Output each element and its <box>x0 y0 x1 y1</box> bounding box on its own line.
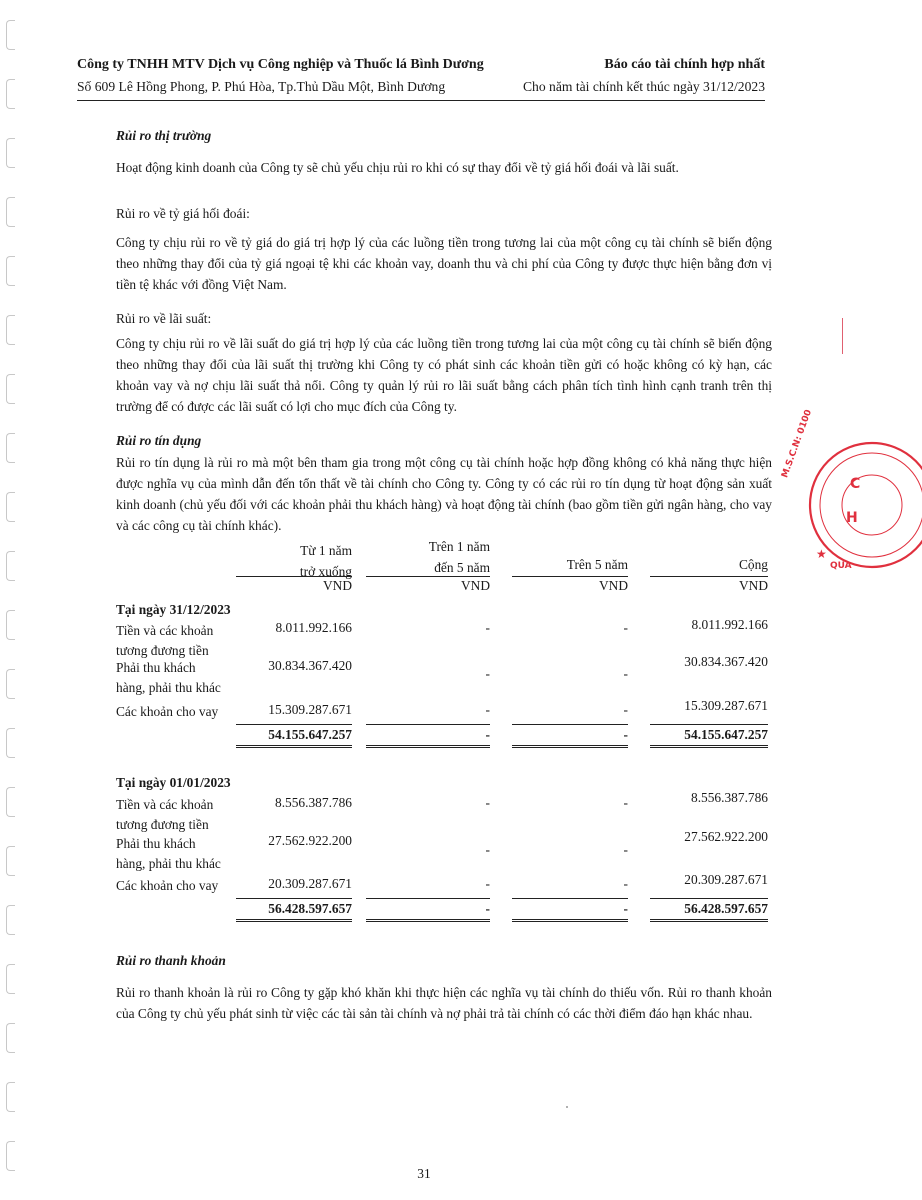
credit-risk-table <box>116 540 772 930</box>
binding-hole <box>6 905 15 935</box>
company-address: Số 609 Lê Hồng Phong, P. Phú Hòa, Tp.Thủ Dầu Một, Bình Dương <box>77 79 446 94</box>
unit-1: VND <box>322 578 352 593</box>
total-double-rule <box>650 745 768 748</box>
row-label-line1: Phải thu khách <box>116 660 196 675</box>
table-cell: 15.309.287.671 <box>684 698 768 713</box>
total-cell: - <box>623 727 628 742</box>
header-rule-2 <box>366 576 490 577</box>
subtotal-rule <box>366 898 490 899</box>
binding-hole <box>6 138 15 168</box>
subtotal-rule <box>512 898 628 899</box>
total-cell: - <box>485 901 490 916</box>
row-label-line1: Phải thu khách <box>116 836 196 851</box>
row-label-line1: Tiền và các khoản <box>116 797 214 812</box>
table-cell: 8.011.992.166 <box>691 617 768 632</box>
total-cell: 56.428.597.657 <box>684 901 768 916</box>
svg-text:C: C <box>850 476 861 492</box>
binding-hole <box>6 846 15 876</box>
header-rule-4 <box>650 576 768 577</box>
fx-risk-heading: Rủi ro về tỷ giá hối đoái: <box>116 206 250 221</box>
scan-speck <box>566 1106 568 1108</box>
total-cell: 54.155.647.257 <box>268 727 352 742</box>
table-cell: 8.556.387.786 <box>275 795 352 810</box>
binding-hole <box>6 1023 15 1053</box>
table-cell: 20.309.287.671 <box>268 876 352 891</box>
table-cell: - <box>623 795 628 810</box>
binding-hole <box>6 197 15 227</box>
svg-text:QUA: QUA <box>830 561 852 571</box>
table-cell: - <box>485 842 490 857</box>
table-cell: 15.309.287.671 <box>268 702 352 717</box>
col-header-3-label: Trên 5 năm <box>566 557 628 572</box>
unit-2: VND <box>460 578 490 593</box>
binding-hole <box>6 492 15 522</box>
header-rule-1 <box>236 576 352 577</box>
binding-hole <box>6 787 15 817</box>
svg-text:H: H <box>846 510 858 526</box>
liquidity-risk-heading: Rủi ro thanh khoản <box>116 953 226 968</box>
row-label-line1: Các khoản cho vay <box>116 704 219 719</box>
binding-hole <box>6 315 15 345</box>
row-label-line2: tương đương tiền <box>116 817 209 832</box>
table-cell: 8.556.387.786 <box>691 790 768 805</box>
binding-hole <box>6 433 15 463</box>
market-risk-intro: Hoạt động kinh doanh của Công ty sẽ chủ yếu chịu rủi ro khi có sự thay đổi về tỷ giá hối đoái và lãi suất. <box>116 160 679 175</box>
report-title: Báo cáo tài chính hợp nhất <box>604 57 765 72</box>
col-header-1-line2: trở xuống <box>299 564 352 579</box>
table-cell: 27.562.922.200 <box>684 829 768 844</box>
credit-risk-text: Rủi ro tín dụng là rủi ro mà một bên tham gia trong một công cụ tài chính hoặc hợp đồng không có khả năng thực hiện được nghĩa vụ của mình dẫn đến tổn thất về tài chính cho Công ty. Công ty có các rủi ro tín dụng từ hoạt động sản xuất kinh doanh (chủ yếu đối với các khoản phải thu khách hàng) và hoạt động tài chính (bao gồm tiền gửi ngân hàng, cho vay và các công cụ tài chính khác). <box>116 455 772 533</box>
col-header-2-line1: Trên 1 năm <box>428 539 490 554</box>
table-cell: - <box>623 666 628 681</box>
period-label-2023-01-01: Tại ngày 01/01/2023 <box>116 775 231 790</box>
svg-text:★: ★ <box>816 547 827 561</box>
col-header-2 <box>366 536 490 578</box>
table-cell: 30.834.367.420 <box>684 654 768 669</box>
row-label-line2: tương đương tiền <box>116 643 209 658</box>
table-row-label <box>116 795 213 835</box>
col-header-2-line2: đến 5 năm <box>434 560 490 575</box>
table-row-label <box>116 621 213 661</box>
col-header-4 <box>650 554 768 575</box>
binding-hole <box>6 964 15 994</box>
total-cell: - <box>485 727 490 742</box>
ir-risk-heading: Rủi ro về lãi suất: <box>116 311 212 326</box>
market-risk-heading: Rủi ro thị trường <box>116 128 212 143</box>
liquidity-risk-text: Rủi ro thanh khoản là rủi ro Công ty gặp khó khăn khi thực hiện các nghĩa vụ tài chính do thiếu vốn. Rủi ro thanh khoản của Công ty chủ yếu phát sinh từ việc các tài sản tài chính và nợ phải trả tài chính có các thời điểm đáo hạn khác nhau. <box>116 985 772 1021</box>
table-cell: - <box>485 620 490 635</box>
fx-risk-text: Công ty chịu rủi ro về tỷ giá do giá trị hợp lý của các luồng tiền trong tương lai của một công cụ tài chính sẽ biến động theo những thay đổi của tỷ giá ngoại tệ khi các khoản vay, doanh thu và chi phí của Công ty được thực hiện bằng đơn vị tiền tệ khác với đồng Việt Nam. <box>116 235 772 292</box>
table-row-label <box>116 702 218 722</box>
table-cell: 27.562.922.200 <box>268 833 352 848</box>
unit-4: VND <box>738 578 768 593</box>
binding-hole <box>6 1082 15 1112</box>
subtotal-rule <box>650 898 768 899</box>
signature-mark <box>829 318 843 354</box>
unit-3: VND <box>598 578 628 593</box>
header-rule-3 <box>512 576 628 577</box>
total-double-rule <box>512 919 628 922</box>
table-cell: - <box>623 620 628 635</box>
svg-text:M.S.C.N: 0100: M.S.C.N: 0100 <box>780 408 815 480</box>
table-cell: - <box>623 702 628 717</box>
row-label-line1: Các khoản cho vay <box>116 878 219 893</box>
total-cell: - <box>623 901 628 916</box>
table-cell: - <box>485 795 490 810</box>
table-cell: - <box>485 666 490 681</box>
row-label-line1: Tiền và các khoản <box>116 623 214 638</box>
company-seal <box>780 408 922 580</box>
table-cell: 30.834.367.420 <box>268 658 352 673</box>
binding-hole <box>6 374 15 404</box>
table-cell: - <box>485 876 490 891</box>
col-header-3 <box>512 554 628 575</box>
subtotal-rule <box>512 724 628 725</box>
total-double-rule <box>236 919 352 922</box>
binding-hole <box>6 551 15 581</box>
total-double-rule <box>650 919 768 922</box>
binding-hole <box>6 79 15 109</box>
binding-hole <box>6 20 15 50</box>
subtotal-rule <box>366 724 490 725</box>
table-row-label <box>116 834 221 874</box>
total-double-rule <box>236 745 352 748</box>
col-header-4-label: Cộng <box>738 557 768 572</box>
subtotal-rule <box>236 724 352 725</box>
total-double-rule <box>366 919 490 922</box>
subtotal-rule <box>236 898 352 899</box>
total-cell: 56.428.597.657 <box>268 901 352 916</box>
binding-hole <box>6 669 15 699</box>
binding-holes <box>6 20 20 1190</box>
total-cell: 54.155.647.257 <box>684 727 768 742</box>
col-header-1-line1: Từ 1 năm <box>300 543 352 558</box>
binding-hole <box>6 256 15 286</box>
subtotal-rule <box>650 724 768 725</box>
row-label-line2: hàng, phải thu khác <box>116 680 221 695</box>
period-label-2023-12-31: Tại ngày 31/12/2023 <box>116 602 231 617</box>
table-cell: 8.011.992.166 <box>275 620 352 635</box>
table-row-label <box>116 876 218 896</box>
table-cell: - <box>485 702 490 717</box>
header-rule <box>77 100 765 101</box>
table-cell: - <box>623 842 628 857</box>
page-number: 31 <box>417 1166 431 1181</box>
ir-risk-text: Công ty chịu rủi ro về lãi suất do giá trị hợp lý của các luồng tiền trong tương lai của một công cụ tài chính sẽ biến động theo những thay đổi của lãi suất thị trường khi Công ty có phát sinh các khoản tiền gửi có hoặc không có kỳ hạn, các khoản vay và nợ chịu lãi suất thả nổi. Công ty quản lý rủi ro lãi suất bằng cách phân tích tình hình cạnh tranh trên thị trường để có được các lãi suất có lợi cho mục đích của Công ty. <box>116 336 772 414</box>
table-cell: 20.309.287.671 <box>684 872 768 887</box>
credit-risk-heading: Rủi ro tín dụng <box>116 433 202 448</box>
company-name: Công ty TNHH MTV Dịch vụ Công nghiệp và Thuốc lá Bình Dương <box>77 57 484 72</box>
total-double-rule <box>366 745 490 748</box>
binding-hole <box>6 728 15 758</box>
row-label-line2: hàng, phải thu khác <box>116 856 221 871</box>
table-row-label <box>116 658 221 698</box>
report-period: Cho năm tài chính kết thúc ngày 31/12/2023 <box>522 79 765 94</box>
total-double-rule <box>512 745 628 748</box>
binding-hole <box>6 610 15 640</box>
table-cell: - <box>623 876 628 891</box>
